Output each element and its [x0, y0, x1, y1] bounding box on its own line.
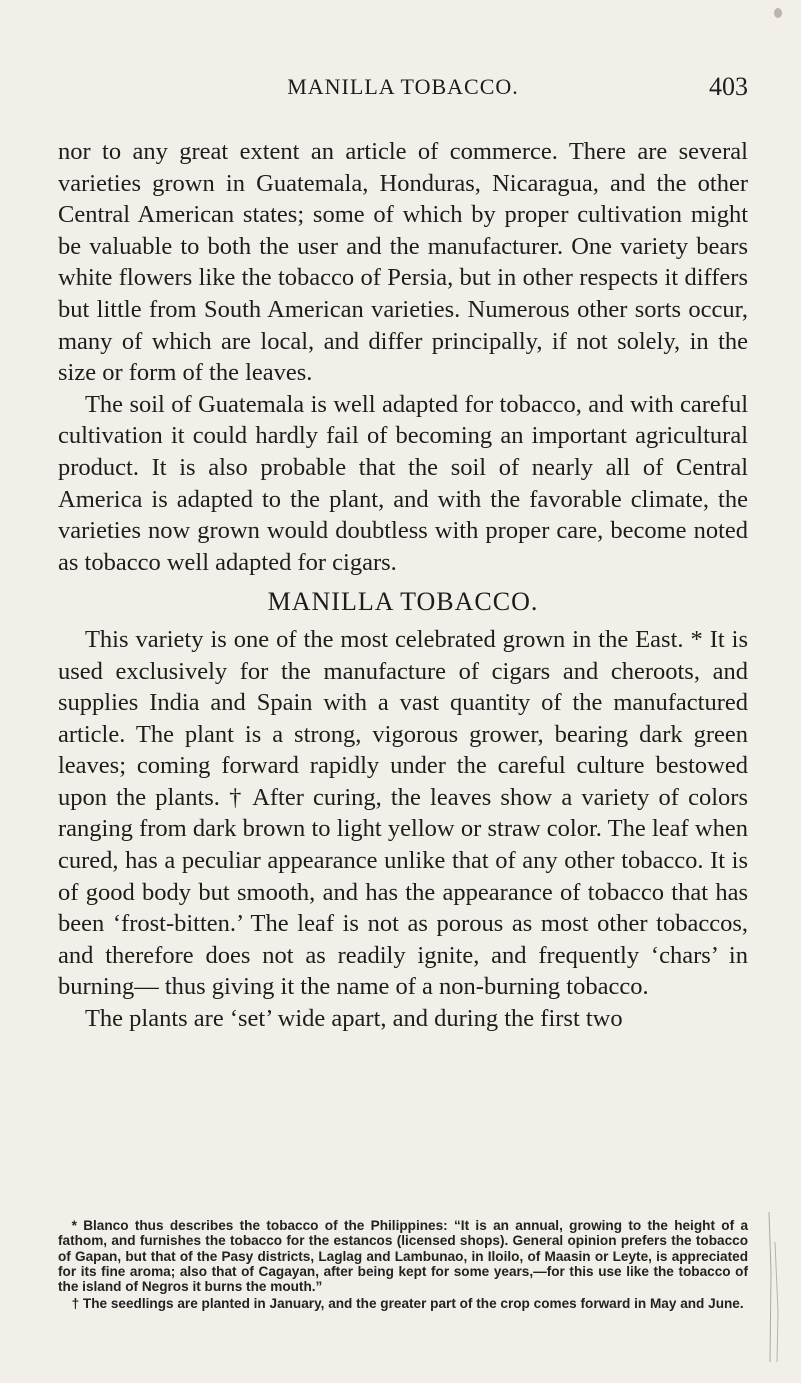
body-text: [58, 136, 748, 1035]
page-edge-mark: [767, 1212, 781, 1362]
ink-speck: [774, 8, 782, 18]
footnote: * Blanco thus describes the tobacco of the Philippines: “It is an annual, growing to the height of a fathom, and furnishes the tobacco for the estancos (licensed shops). General opinion prefers the tobacco of Gapan, but that of the Pasy districts, Laglag and Lambunao, in Iloilo, of Maasin or Leyte, is appreciated for its fine aroma; also that of Cagayan, after being kept for some years,—for this use like the tobacco of the island of Negros it burns the mouth.”: [58, 1218, 748, 1295]
section-heading: MANILLA TOBACCO.: [267, 587, 539, 617]
page-number: 403: [709, 72, 748, 101]
running-title: MANILLA TOBACCO.: [287, 74, 519, 99]
paragraph: nor to any great extent an article of commerce. There are several varieties grown in Guatemala, Honduras, Nicaragua, and the other Central American states; some of which by proper cultivation might be valuable to both the user and the manufacturer. One variety bears white flowers like the tobacco of Persia, but in other respects it differs but little from South American varieties. Numerous other sorts occur, many of which are local, and differ principally, if not solely, in the size or form of the leaves.: [58, 138, 748, 387]
footnote: † The seedlings are planted in January, and the greater part of the crop comes forward in May and June.: [71, 1296, 744, 1312]
page-header: [58, 68, 748, 108]
paragraph: The plants are ‘set’ wide apart, and during the first two: [84, 1005, 623, 1033]
footnotes: [58, 1218, 748, 1314]
paragraph: The soil of Guatemala is well adapted for tobacco, and with careful cultivation it could hardly fail of becoming an important agricultural product. It is also probable that the soil of nearly all of Central America is adapted to the plant, and with the favorable climate, the varieties now grown would doubtless with proper care, become noted as tobacco well adapted for cigars.: [58, 390, 748, 576]
paragraph: This variety is one of the most celebrated grown in the East. * It is used exclusively for the manufacture of cigars and cheroots, and supplies India and Spain with a vast quantity of the manufactured article. The plant is a strong, vigorous grower, bearing dark green leaves; coming forward rapidly under the careful culture bestowed upon the plants. † After curing, the leaves show a variety of colors ranging from dark brown to light yellow or straw color. The leaf when cured, has a peculiar appearance unlike that of any other tobacco. It is of good body but smooth, and has the appearance of tobacco that has been ‘frost-bitten.’ The leaf is not as porous as most other tobaccos, and therefore does not as readily ignite, and frequently ‘chars’ in burning— thus giving it the name of a non-burning tobacco.: [58, 625, 748, 1001]
